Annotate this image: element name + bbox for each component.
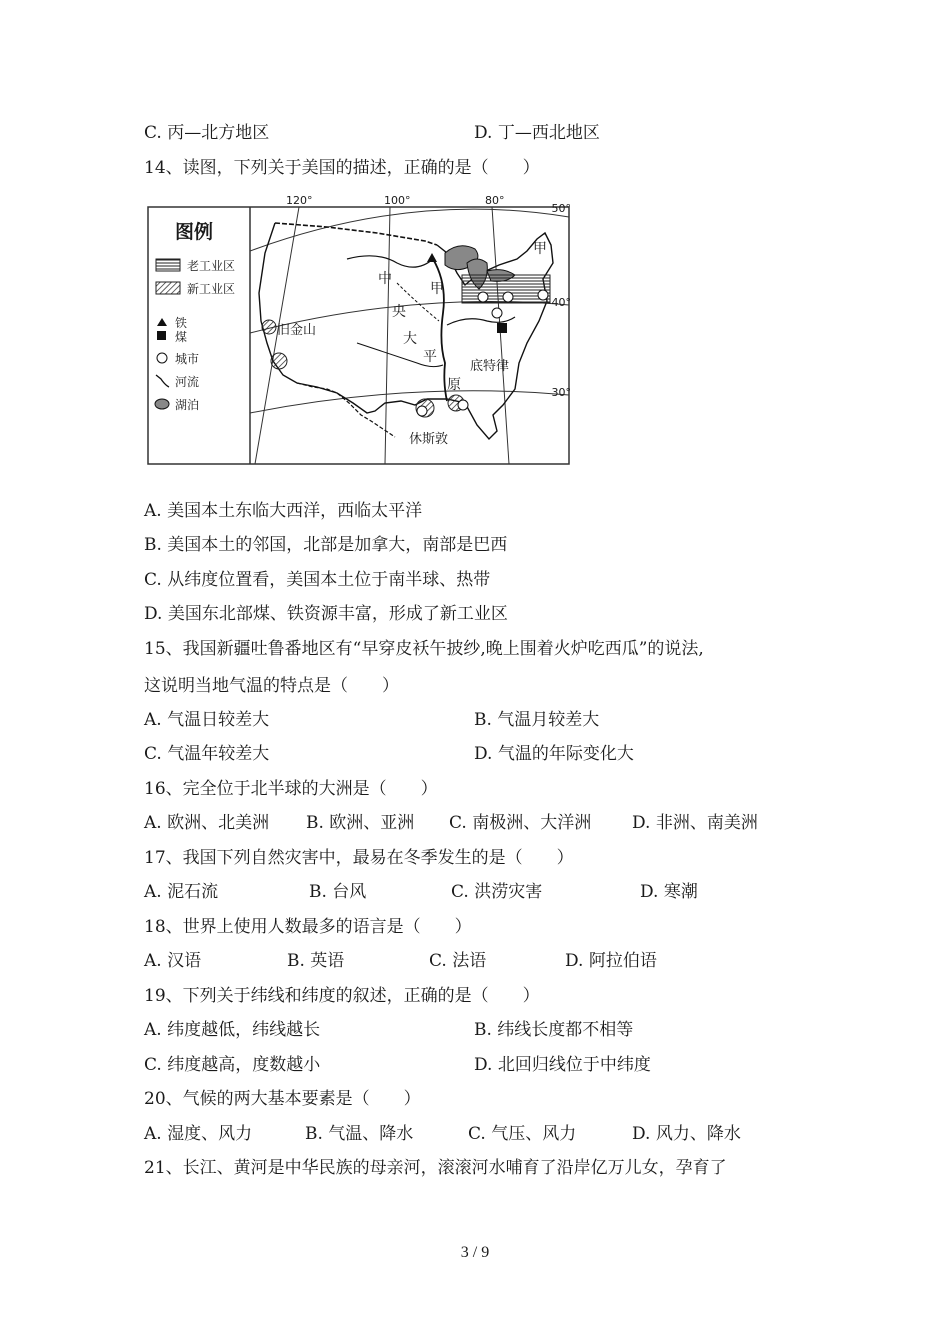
legend-lake: 湖泊 (175, 398, 200, 412)
q17-stem: 17、我国下列自然灾害中，最易在冬季发生的是（ ） (144, 848, 574, 868)
q15-option-c: C. 气温年较差大 (144, 744, 270, 764)
label-yuan: 原 (447, 377, 461, 393)
lon-80: 80° (485, 194, 505, 207)
label-detroit: 底特律 (470, 359, 510, 374)
city-houston (417, 406, 427, 416)
q13-option-d: D. 丁—西北地区 (474, 123, 600, 143)
q18-option-d: D. 阿拉伯语 (565, 951, 657, 971)
lat-40: 40° (551, 296, 571, 309)
q18-stem: 18、世界上使用人数最多的语言是（ ） (144, 917, 472, 937)
label-san-francisco: 旧金山 (277, 323, 317, 338)
new-industry-sf (262, 320, 276, 334)
q15-option-d: D. 气温的年际变化大 (474, 744, 634, 764)
lake-icon (155, 399, 169, 409)
q18-option-b: B. 英语 (287, 951, 345, 971)
q16-option-b: B. 欧洲、亚洲 (306, 813, 415, 833)
city-gulf (458, 400, 468, 410)
lat-50: 50° (551, 202, 571, 215)
legend-iron: 铁 (175, 316, 188, 330)
q16-option-d: D. 非洲、南美洲 (632, 813, 758, 833)
q16-option-a: A. 欧洲、北美洲 (144, 813, 270, 833)
legend-city: 城市 (175, 352, 200, 366)
new-industry-swatch (156, 282, 180, 294)
q16-stem: 16、完全位于北半球的大洲是（ ） (144, 779, 438, 799)
q20-option-b: B. 气温、降水 (305, 1124, 414, 1144)
lon-100: 100° (384, 194, 411, 207)
q20-option-d: D. 风力、降水 (632, 1124, 741, 1144)
label-da: 大 (403, 331, 417, 347)
city-ne-1 (503, 292, 513, 302)
label-ping: 平 (423, 349, 437, 365)
label-jia-1: 甲 (430, 281, 444, 297)
coal-deposit (497, 323, 507, 333)
q17-option-b: B. 台风 (309, 882, 367, 902)
q14-option-a: A. 美国本土东临大西洋，西临太平洋 (144, 501, 423, 521)
q15-option-b: B. 气温月较差大 (474, 710, 600, 730)
usa-industry-map (147, 193, 572, 468)
legend-title: 图例 (175, 221, 214, 243)
label-houston: 休斯敦 (409, 432, 449, 447)
q19-option-c: C. 纬度越高，度数越小 (144, 1055, 321, 1075)
q20-option-a: A. 湿度、风力 (144, 1124, 253, 1144)
q18-option-c: C. 法语 (429, 951, 487, 971)
map-frame (148, 207, 569, 464)
page-number: 3 / 9 (460, 1244, 490, 1261)
label-jia-2: 甲 (533, 241, 547, 257)
q15-stem-line1: 15、我国新疆吐鲁番地区有“早穿皮袄午披纱,晚上围着火炉吃西瓜”的说法, (144, 639, 704, 659)
lat-30: 30° (551, 386, 571, 399)
city-icon (157, 353, 167, 363)
q17-option-d: D. 寒潮 (640, 882, 698, 902)
q13-option-c: C. 丙—北方地区 (144, 123, 270, 143)
q21-stem: 21、长江、黄河是中华民族的母亲河，滚滚河水哺育了沿岸亿万儿女，孕育了 (144, 1158, 727, 1178)
lon-120: 120° (286, 194, 313, 207)
q18-option-a: A. 汉语 (144, 951, 202, 971)
legend-coal: 煤 (175, 330, 188, 344)
city-ne-3 (492, 308, 502, 318)
old-industry-swatch (156, 259, 180, 271)
q20-option-c: C. 气压、风力 (468, 1124, 577, 1144)
label-zhong: 中 (378, 271, 392, 287)
q19-option-a: A. 纬度越低，纬线越长 (144, 1020, 321, 1040)
legend-river: 河流 (175, 375, 200, 389)
q19-option-d: D. 北回归线位于中纬度 (474, 1055, 651, 1075)
label-yang: 央 (392, 304, 406, 320)
q14-option-b: B. 美国本土的邻国，北部是加拿大，南部是巴西 (144, 535, 508, 555)
q14-option-d: D. 美国东北部煤、铁资源丰富，形成了新工业区 (144, 604, 508, 624)
q19-stem: 19、下列关于纬线和纬度的叙述，正确的是（ ） (144, 986, 540, 1006)
legend-old-industry: 老工业区 (187, 259, 236, 273)
q14-option-c: C. 从纬度位置看，美国本土位于南半球、热带 (144, 570, 491, 590)
q15-stem-line2: 这说明当地气温的特点是（ ） (144, 676, 399, 696)
city-ne-2 (538, 290, 548, 300)
q20-stem: 20、气候的两大基本要素是（ ） (144, 1089, 421, 1109)
coal-icon (157, 331, 166, 340)
q14-stem: 14、读图，下列关于美国的描述，正确的是（ ） (144, 158, 540, 178)
new-industry-la (271, 353, 287, 369)
legend-new-industry: 新工业区 (187, 282, 236, 296)
city-detroit (478, 292, 488, 302)
q17-option-a: A. 泥石流 (144, 882, 219, 902)
q15-option-a: A. 气温日较差大 (144, 710, 270, 730)
q17-option-c: C. 洪涝灾害 (451, 882, 543, 902)
q19-option-b: B. 纬线长度都不相等 (474, 1020, 634, 1040)
q16-option-c: C. 南极洲、大洋洲 (449, 813, 592, 833)
